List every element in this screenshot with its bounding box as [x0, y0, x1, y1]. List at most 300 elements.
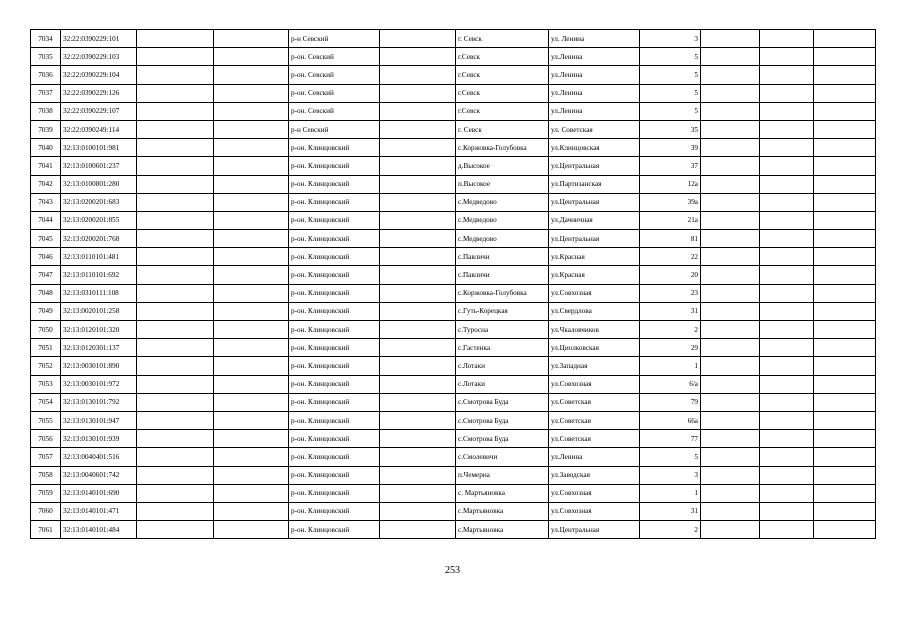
empty-cell [701, 411, 760, 429]
row-number-cell: 7060 [31, 502, 61, 520]
empty-cell [701, 393, 760, 411]
empty-cell [760, 393, 814, 411]
table-row [31, 157, 876, 175]
empty-cell [814, 266, 876, 284]
empty-cell [214, 84, 289, 102]
empty-cell [814, 175, 876, 193]
empty-cell [380, 157, 456, 175]
empty-cell [814, 120, 876, 138]
empty-cell [701, 430, 760, 448]
empty-cell [814, 321, 876, 339]
street-cell: ул.Центральная [549, 230, 640, 248]
cadastral-number-cell: 32:13:0100601:237 [61, 157, 137, 175]
house-number-cell: 3 [640, 30, 701, 48]
settlement-cell: г. Севск [456, 120, 549, 138]
empty-cell [814, 139, 876, 157]
empty-cell [814, 48, 876, 66]
empty-cell [214, 484, 289, 502]
empty-cell [214, 302, 289, 320]
settlement-cell: с.Мартьяновка [456, 521, 549, 539]
street-cell: ул.Центральная [549, 157, 640, 175]
street-cell: ул.Центральная [549, 193, 640, 211]
empty-cell [701, 120, 760, 138]
empty-cell [760, 357, 814, 375]
district-cell: р-он. Клинцовский [289, 357, 380, 375]
district-cell: р-он. Клинцовский [289, 430, 380, 448]
empty-cell [380, 48, 456, 66]
street-cell: ул.Совхозная [549, 484, 640, 502]
row-number-cell: 7049 [31, 302, 61, 320]
empty-cell [137, 30, 214, 48]
empty-cell [701, 193, 760, 211]
district-cell: р-он. Клинцовский [289, 175, 380, 193]
district-cell: р-он. Клинцовский [289, 230, 380, 248]
cadastral-number-cell: 32:22:0390229:107 [61, 102, 137, 120]
cadastral-number-cell: 32:22:0390229:104 [61, 66, 137, 84]
empty-cell [814, 302, 876, 320]
row-number-cell: 7054 [31, 393, 61, 411]
empty-cell [814, 502, 876, 520]
district-cell: р-он. Клинцовский [289, 521, 380, 539]
empty-cell [137, 466, 214, 484]
empty-cell [760, 502, 814, 520]
empty-cell [814, 339, 876, 357]
empty-cell [760, 30, 814, 48]
district-cell: р-он. Клинцовский [289, 484, 380, 502]
house-number-cell: 1 [640, 357, 701, 375]
street-cell: ул. Ленина [549, 30, 640, 48]
house-number-cell: 79 [640, 393, 701, 411]
house-number-cell: 39а [640, 193, 701, 211]
empty-cell [214, 466, 289, 484]
table-row [31, 484, 876, 502]
empty-cell [814, 284, 876, 302]
street-cell: ул.Западная [549, 357, 640, 375]
empty-cell [760, 102, 814, 120]
empty-cell [701, 66, 760, 84]
table-row [31, 66, 876, 84]
empty-cell [380, 211, 456, 229]
empty-cell [701, 139, 760, 157]
empty-cell [760, 466, 814, 484]
empty-cell [380, 484, 456, 502]
settlement-cell: с.Смотрова Буда [456, 430, 549, 448]
settlement-cell: с.Туросна [456, 321, 549, 339]
row-number-cell: 7044 [31, 211, 61, 229]
empty-cell [760, 448, 814, 466]
empty-cell [380, 393, 456, 411]
empty-cell [137, 339, 214, 357]
registry-table [30, 29, 876, 539]
empty-cell [380, 102, 456, 120]
district-cell: р-он. Клинцовский [289, 157, 380, 175]
empty-cell [137, 484, 214, 502]
district-cell: р-он. Клинцовский [289, 339, 380, 357]
table-row [31, 266, 876, 284]
empty-cell [137, 430, 214, 448]
empty-cell [214, 375, 289, 393]
empty-cell [380, 30, 456, 48]
settlement-cell: г. Севск [456, 30, 549, 48]
row-number-cell: 7057 [31, 448, 61, 466]
house-number-cell: 23 [640, 284, 701, 302]
row-number-cell: 7036 [31, 66, 61, 84]
house-number-cell: 35 [640, 120, 701, 138]
house-number-cell: 2 [640, 521, 701, 539]
row-number-cell: 7034 [31, 30, 61, 48]
empty-cell [814, 357, 876, 375]
table-row [31, 248, 876, 266]
empty-cell [701, 502, 760, 520]
empty-cell [760, 284, 814, 302]
settlement-cell: г.Севск [456, 48, 549, 66]
row-number-cell: 7039 [31, 120, 61, 138]
row-number-cell: 7050 [31, 321, 61, 339]
district-cell: р-он. Клинцовский [289, 139, 380, 157]
table-row [31, 302, 876, 320]
empty-cell [214, 411, 289, 429]
empty-cell [214, 102, 289, 120]
empty-cell [214, 193, 289, 211]
settlement-cell: с.Коржовка-Голубовка [456, 284, 549, 302]
table-row [31, 466, 876, 484]
empty-cell [760, 120, 814, 138]
table-row [31, 48, 876, 66]
empty-cell [701, 302, 760, 320]
empty-cell [814, 30, 876, 48]
empty-cell [701, 375, 760, 393]
empty-cell [701, 521, 760, 539]
empty-cell [214, 175, 289, 193]
house-number-cell: 3 [640, 466, 701, 484]
house-number-cell: 37 [640, 157, 701, 175]
empty-cell [760, 175, 814, 193]
street-cell: ул.Ленина [549, 48, 640, 66]
table-row [31, 502, 876, 520]
street-cell: ул.Дачничная [549, 211, 640, 229]
district-cell: р-он. Клинцовский [289, 502, 380, 520]
empty-cell [214, 48, 289, 66]
empty-cell [380, 448, 456, 466]
table-row [31, 393, 876, 411]
row-number-cell: 7042 [31, 175, 61, 193]
row-number-cell: 7052 [31, 357, 61, 375]
settlement-cell: с.Павличи [456, 248, 549, 266]
empty-cell [214, 357, 289, 375]
district-cell: р-он. Клинцовский [289, 375, 380, 393]
settlement-cell: с.Лотаки [456, 357, 549, 375]
street-cell: ул.Ленина [549, 84, 640, 102]
district-cell: р-он. Клинцовский [289, 193, 380, 211]
district-cell: р-он. Севский [289, 66, 380, 84]
empty-cell [380, 230, 456, 248]
house-number-cell: 1 [640, 484, 701, 502]
table-row [31, 284, 876, 302]
settlement-cell: с.Смотрова Буда [456, 411, 549, 429]
settlement-cell: с. Мартьяновка [456, 484, 549, 502]
empty-cell [701, 466, 760, 484]
cadastral-number-cell: 32:13:0100101:981 [61, 139, 137, 157]
cadastral-number-cell: 32:13:0110101:692 [61, 266, 137, 284]
row-number-cell: 7043 [31, 193, 61, 211]
empty-cell [814, 84, 876, 102]
street-cell: ул.Партизанская [549, 175, 640, 193]
district-cell: р-он. Севский [289, 48, 380, 66]
district-cell: р-он. Севский [289, 84, 380, 102]
street-cell: ул.Свердлова [549, 302, 640, 320]
cadastral-number-cell: 32:22:0390229:101 [61, 30, 137, 48]
empty-cell [760, 521, 814, 539]
empty-cell [380, 193, 456, 211]
empty-cell [214, 139, 289, 157]
empty-cell [380, 502, 456, 520]
cadastral-number-cell: 32:13:0020101:258 [61, 302, 137, 320]
row-number-cell: 7048 [31, 284, 61, 302]
cadastral-number-cell: 32:13:0120301:137 [61, 339, 137, 357]
empty-cell [137, 302, 214, 320]
cadastral-number-cell: 32:22:0390229:103 [61, 48, 137, 66]
empty-cell [137, 521, 214, 539]
street-cell: ул.Ленина [549, 102, 640, 120]
empty-cell [760, 321, 814, 339]
row-number-cell: 7061 [31, 521, 61, 539]
empty-cell [701, 102, 760, 120]
empty-cell [760, 411, 814, 429]
street-cell: ул.Красная [549, 248, 640, 266]
empty-cell [137, 211, 214, 229]
empty-cell [380, 339, 456, 357]
house-number-cell: 5 [640, 66, 701, 84]
row-number-cell: 7055 [31, 411, 61, 429]
cadastral-number-cell: 32:13:0130101:947 [61, 411, 137, 429]
empty-cell [380, 66, 456, 84]
empty-cell [760, 48, 814, 66]
district-cell: р-он. Клинцовский [289, 393, 380, 411]
empty-cell [701, 157, 760, 175]
empty-cell [760, 193, 814, 211]
district-cell: р-н Севский [289, 120, 380, 138]
empty-cell [760, 248, 814, 266]
table-row [31, 120, 876, 138]
empty-cell [701, 84, 760, 102]
street-cell: ул.Красная [549, 266, 640, 284]
settlement-cell: г.Севск [456, 102, 549, 120]
district-cell: р-он. Клинцовский [289, 302, 380, 320]
empty-cell [214, 266, 289, 284]
cadastral-number-cell: 32:13:0130101:939 [61, 430, 137, 448]
table-row [31, 357, 876, 375]
settlement-cell: с.Мартьяновка [456, 502, 549, 520]
empty-cell [701, 484, 760, 502]
row-number-cell: 7053 [31, 375, 61, 393]
cadastral-number-cell: 32:13:0140101:471 [61, 502, 137, 520]
row-number-cell: 7056 [31, 430, 61, 448]
empty-cell [214, 321, 289, 339]
row-number-cell: 7046 [31, 248, 61, 266]
street-cell: ул.Ленина [549, 448, 640, 466]
house-number-cell: 12а [640, 175, 701, 193]
empty-cell [137, 193, 214, 211]
house-number-cell: 6/а [640, 375, 701, 393]
empty-cell [760, 484, 814, 502]
house-number-cell: 31 [640, 502, 701, 520]
empty-cell [214, 248, 289, 266]
empty-cell [814, 448, 876, 466]
empty-cell [814, 484, 876, 502]
empty-cell [814, 193, 876, 211]
cadastral-number-cell: 32:13:0200201:683 [61, 193, 137, 211]
settlement-cell: с.Смолевичи [456, 448, 549, 466]
cadastral-number-cell: 32:13:0130101:792 [61, 393, 137, 411]
empty-cell [380, 357, 456, 375]
table-row [31, 339, 876, 357]
district-cell: р-он. Клинцовский [289, 266, 380, 284]
empty-cell [814, 66, 876, 84]
empty-cell [380, 411, 456, 429]
settlement-cell: с.Павличи [456, 266, 549, 284]
settlement-cell: с.Смотрова Буда [456, 393, 549, 411]
empty-cell [214, 521, 289, 539]
row-number-cell: 7047 [31, 266, 61, 284]
empty-cell [137, 448, 214, 466]
empty-cell [814, 102, 876, 120]
empty-cell [380, 266, 456, 284]
settlement-cell: д.Высокое [456, 157, 549, 175]
district-cell: р-он. Клинцовский [289, 211, 380, 229]
empty-cell [814, 248, 876, 266]
row-number-cell: 7035 [31, 48, 61, 66]
settlement-cell: с.Гуть-Корецкая [456, 302, 549, 320]
cadastral-number-cell: 32:13:0120101:320 [61, 321, 137, 339]
settlement-cell: п.Высокое [456, 175, 549, 193]
district-cell: р-он. Севский [289, 102, 380, 120]
house-number-cell: 21а [640, 211, 701, 229]
empty-cell [814, 157, 876, 175]
cadastral-number-cell: 32:13:0100801:280 [61, 175, 137, 193]
empty-cell [814, 211, 876, 229]
house-number-cell: 77 [640, 430, 701, 448]
empty-cell [214, 502, 289, 520]
house-number-cell: 2 [640, 321, 701, 339]
empty-cell [380, 302, 456, 320]
cadastral-number-cell: 32:22:0390249:114 [61, 120, 137, 138]
row-number-cell: 7058 [31, 466, 61, 484]
empty-cell [137, 139, 214, 157]
empty-cell [814, 466, 876, 484]
empty-cell [137, 502, 214, 520]
table-row [31, 211, 876, 229]
house-number-cell: 29 [640, 339, 701, 357]
cadastral-number-cell: 32:13:0030101:890 [61, 357, 137, 375]
empty-cell [214, 393, 289, 411]
cadastral-number-cell: 32:13:0110101:481 [61, 248, 137, 266]
house-number-cell: 22 [640, 248, 701, 266]
empty-cell [760, 266, 814, 284]
table-row [31, 102, 876, 120]
empty-cell [380, 321, 456, 339]
empty-cell [214, 157, 289, 175]
empty-cell [214, 448, 289, 466]
settlement-cell: с.Гастенка [456, 339, 549, 357]
house-number-cell: 20 [640, 266, 701, 284]
empty-cell [137, 102, 214, 120]
settlement-cell: с.Медведово [456, 230, 549, 248]
empty-cell [760, 211, 814, 229]
empty-cell [214, 339, 289, 357]
table-row [31, 84, 876, 102]
settlement-cell: г.Севск [456, 66, 549, 84]
table-row [31, 521, 876, 539]
street-cell: ул.Циолковская [549, 339, 640, 357]
cadastral-number-cell: 32:13:0040401:516 [61, 448, 137, 466]
empty-cell [214, 284, 289, 302]
table-row [31, 430, 876, 448]
empty-cell [137, 120, 214, 138]
district-cell: р-он. Клинцовский [289, 411, 380, 429]
empty-cell [814, 375, 876, 393]
empty-cell [214, 120, 289, 138]
settlement-cell: с.Медведово [456, 211, 549, 229]
empty-cell [137, 284, 214, 302]
empty-cell [380, 521, 456, 539]
cadastral-number-cell: 32:13:0140101:484 [61, 521, 137, 539]
empty-cell [701, 248, 760, 266]
empty-cell [760, 139, 814, 157]
street-cell: ул.Заводская [549, 466, 640, 484]
empty-cell [701, 448, 760, 466]
district-cell: р-он. Клинцовский [289, 466, 380, 484]
empty-cell [814, 411, 876, 429]
row-number-cell: 7051 [31, 339, 61, 357]
house-number-cell: 5 [640, 102, 701, 120]
empty-cell [137, 393, 214, 411]
empty-cell [701, 48, 760, 66]
street-cell: ул.Советская [549, 393, 640, 411]
empty-cell [137, 175, 214, 193]
cadastral-number-cell: 32:13:0310111:108 [61, 284, 137, 302]
empty-cell [137, 357, 214, 375]
house-number-cell: 66а [640, 411, 701, 429]
street-cell: ул.Советская [549, 430, 640, 448]
empty-cell [380, 430, 456, 448]
table-row [31, 193, 876, 211]
empty-cell [380, 120, 456, 138]
empty-cell [701, 230, 760, 248]
district-cell: р-он. Клинцовский [289, 448, 380, 466]
district-cell: р-н Севский [289, 30, 380, 48]
empty-cell [137, 230, 214, 248]
empty-cell [760, 66, 814, 84]
empty-cell [760, 430, 814, 448]
settlement-cell: с.Медведово [456, 193, 549, 211]
empty-cell [380, 284, 456, 302]
house-number-cell: 81 [640, 230, 701, 248]
street-cell: ул.Чкаловчиков [549, 321, 640, 339]
district-cell: р-он. Клинцовский [289, 248, 380, 266]
house-number-cell: 31 [640, 302, 701, 320]
empty-cell [701, 284, 760, 302]
row-number-cell: 7040 [31, 139, 61, 157]
empty-cell [701, 175, 760, 193]
table-row [31, 139, 876, 157]
table-row [31, 30, 876, 48]
empty-cell [137, 248, 214, 266]
empty-cell [137, 375, 214, 393]
empty-cell [380, 375, 456, 393]
empty-cell [380, 139, 456, 157]
empty-cell [760, 230, 814, 248]
settlement-cell: г.Севск [456, 84, 549, 102]
